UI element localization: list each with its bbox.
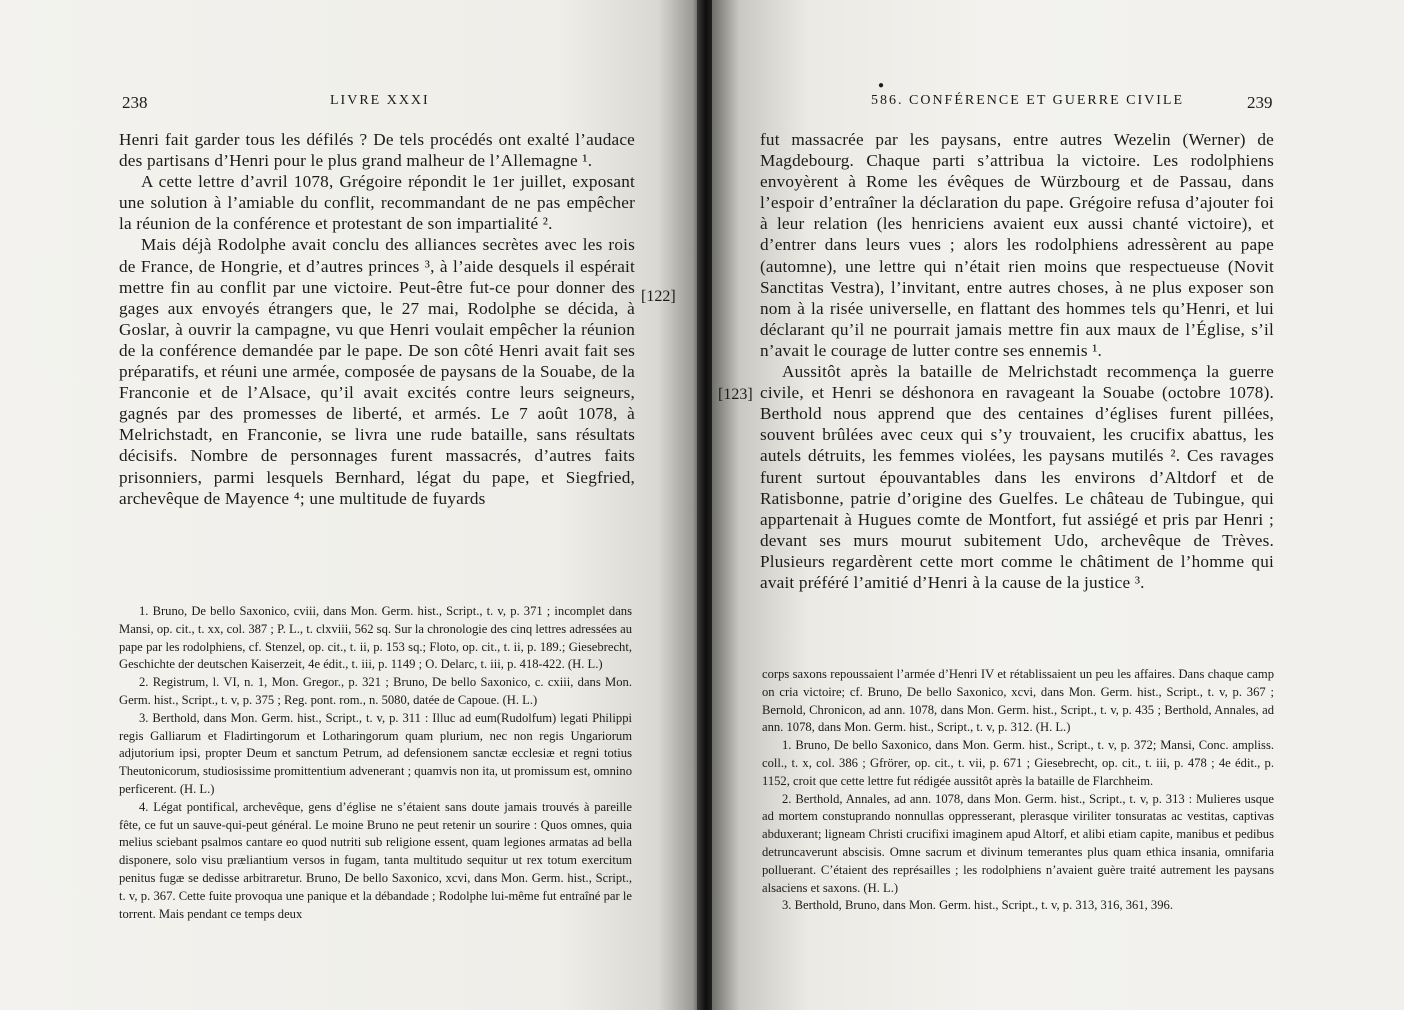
footnote: 1. Bruno, De bello Saxonico, cviii, dans Mon. Germ. hist., Script., t. v, p. 371 ; incomplet dans Mansi, op. cit., t. xx, col. 387 ; P. L., t. clxviii, 562 sq. Sur la chronologie des cinq lettres adressées au pape par les rodolphiens, cf. Stenzel, op. cit., t. ii, p. 153 sq.; Floto, op. cit., t. ii, p. 189.; Giesebrecht, Geschichte der deutschen Kaiserzeit, 4e édit., t. iii, p. 1149 ; O. Delarc, t. iii, p. 418-422. (H. L.) [119,604,632,672]
footnote: 3. Berthold, dans Mon. Germ. hist., Script., t. v, p. 311 : Illuc ad eum(Rudolfum) legati Philippi regis Galliarum et Fladirtingorum et Lotharingorum quam plurium, nec non regis Ungariorum adjutorium ipsi, propter Deum et sanctum Petrum, ad defensionem sanctæ ecclesiæ et regni totius Theutonicorum, studiosissime promittentium advenerant ; quamvis non ita, ut promissum est, omnino perficerent. (H. L.) [119,710,632,796]
footnote: 2. Berthold, Annales, ad ann. 1078, dans Mon. Germ. hist., Script., t. v, p. 313 : Mulieres usque ad mortem constuprando nonnullas oppresserant, plerasque viriliter tonsuratas ac vestitas, captivas abduxerant; ligneam Christi crucifixi imaginem apud Altorf, et alibi etiam capite, manibus et pedibus detruncaverunt abscisis. Omne sacrum et divinum temerantes plus quam ethica insania, omnifaria polluerant. C’étaient des représailles ; les rodolphiens n’avaient guère traité autrement les paysans alsaciens et saxons. (H. L.) [762,791,1274,895]
footnotes [762,666,1274,915]
footnote: 1. Bruno, De bello Saxonico, dans Mon. Germ. hist., Script., t. v, p. 372; Mansi, Conc. ampliss. coll., t. x, col. 386 ; Gfrörer, op. cit., t. vii, p. 671 ; Giesebrecht, op. cit., t. iii, p. 478 ; 4e édit., p. 1152, croit que cette lettre fut rédigée aussitôt après la bataille de Flarchheim. [762,738,1274,788]
print-mark: ● [878,80,885,91]
paragraph: fut massacrée par les paysans, entre autres Wezelin (Werner) de Magdebourg. Chaque parti s’attribua la victoire. Les rodolphiens envoyèrent à Rome les évêques de Würzbourg et de Passau, dans l’espoir d’entraîner la déclaration du pape. Grégoire refusa d’ajouter foi à leur relation (les henriciens avaient eux aussi chanté victoire), et d’entrer dans leurs vues ; alors les rodolphiens adressèrent au pape (automne), une lettre qui n’était rien moins que respectueuse (Novit Sanctitas Vestra), l’invitant, entre autres choses, à ne plus exposer son nom à la risée universelle, en flattant des hommes tels qu’Henri, et lui déclarant qu’il ne pourrait jamais mettre fin aux maux de l’Église, s’il n’avait le courage de lutter contre ses ennemis ¹. [760,130,1274,360]
paragraph: Mais déjà Rodolphe avait conclu des alliances secrètes avec les rois de France, de Hongrie, et d’autres princes ³, à l’aide desquels il espérait mettre fin au conflit par une victoire. Peut-être fut-ce pour donner des gages aux envoyés étrangers que, le 27 mai, Rodolphe se décida, à Goslar, à ouvrir la campagne, vu que Henri voulait empêcher la réunion de la conférence demandée par le pape. De son côté Henri avait fait ses préparatifs, et réuni une armée, composée de paysans de la Souabe, de la Franconie et de l’Alsace, qu’il avait excités contre leurs seigneurs, gagnés par des promesses de liberté, et armés. Le 7 août 1078, à Melrichstadt, en Franconie, se livra une rude bataille, sans résultats décisifs. Nombre de personnages furent massacrés, d’autres faits prisonniers, parmi lesquels Bernhard, légat du pape, et Siegfried, archevêque de Mayence ⁴; une multitude de fuyards [119,235,635,508]
running-head: LIVRE XXXI [330,93,430,108]
body-text [760,129,1274,593]
paragraph: A cette lettre d’avril 1078, Grégoire répondit le 1er juillet, exposant une solution à l’amiable du conflit, recommandant de ne pas empêcher la réunion de la conférence et protestant de son impartialité ². [119,172,635,234]
paragraph: Henri fait garder tous les défilés ? De tels procédés ont exalté l’audace des partisans d’Henri pour le plus grand malheur de l’Allemagne ¹. [119,130,635,171]
margin-note: [122] [641,288,676,305]
footnote: 4. Légat pontifical, archevêque, gens d’église ne s’étaient sans doute jamais trouvés à pareille fête, ce fut un sauve-qui-peut général. Le moine Bruno ne peut retenir un sourire : Quos omnes, quia melius sciebant psalmos cantare eo quod nutriti sub religione essent, quam legiones armatas ad bella disponere, solo visu præliantium versos in fugam, tanta multitudo sequitur ut rex totum exercitum penitus fugæ se dedisse arbitraretur. Bruno, De bello Saxonico, xcvi, dans Mon. Germ. hist., Script., t. v, p. 367. Cette fuite provoqua une panique et la débandade ; Rodolphe lui-même fut entraîné par le torrent. Mais pendant ce temps deux [119,799,632,921]
body-text [119,129,635,509]
page-number: 239 [1247,93,1273,112]
page-number: 238 [122,93,148,112]
footnote: corps saxons repoussaient l’armée d’Henri IV et rétablissaient un peu les affaires. Dans chaque camp on cria victoire; cf. Bruno, De bello Saxonico, xcvi, dans Mon. Germ. hist., Script., t. v, p. 367 ; Bernold, Chronicon, ad ann. 1078, dans Mon. Germ. hist., Script., t. v, p. 435 ; Berthold, Annales, ad ann. 1078, dans Mon. Germ. hist., Script., t. v, p. 312. (H. L.) [762,667,1274,735]
running-head: 586. CONFÉRENCE ET GUERRE CIVILE [871,93,1185,108]
footnote: 3. Berthold, Bruno, dans Mon. Germ. hist., Script., t. v, p. 313, 316, 361, 396. [782,898,1173,913]
footnote: 2. Registrum, l. VI, n. 1, Mon. Gregor., p. 321 ; Bruno, De bello Saxonico, c. cxiii, dans Mon. Germ. hist., Script., t. v, p. 375 ; Reg. pont. rom., n. 5080, datée de Capoue. (H. L.) [119,675,632,707]
right-page [712,0,1404,1010]
margin-note: [123] [718,386,753,403]
left-page [0,0,700,1010]
footnotes [119,603,632,923]
paragraph: Aussitôt après la bataille de Melrichstadt recommença la guerre civile, et Henri se déshonora en ravageant la Souabe (octobre 1078). Berthold nous apprend que des centaines d’églises furent pillées, souvent brûlées avec ceux qui s’y trouvaient, les crucifix abattus, les autels détruits, les femmes violées, les paysans mutilés ². Ces ravages furent surtout épouvantables dans les environs d’Altdorf et de Ratisbonne, patrie d’origine des Guelfes. Le château de Tubingue, qui appartenait à Hugues comte de Montfort, fut assiégé et pris par Henri ; devant ses murs mourut subitement Udo, archevêque de Trèves. Plusieurs regardèrent cette mort comme le châtiment de l’homme qui avait préféré l’amitié d’Henri à la cause de la justice ³. [760,362,1274,592]
